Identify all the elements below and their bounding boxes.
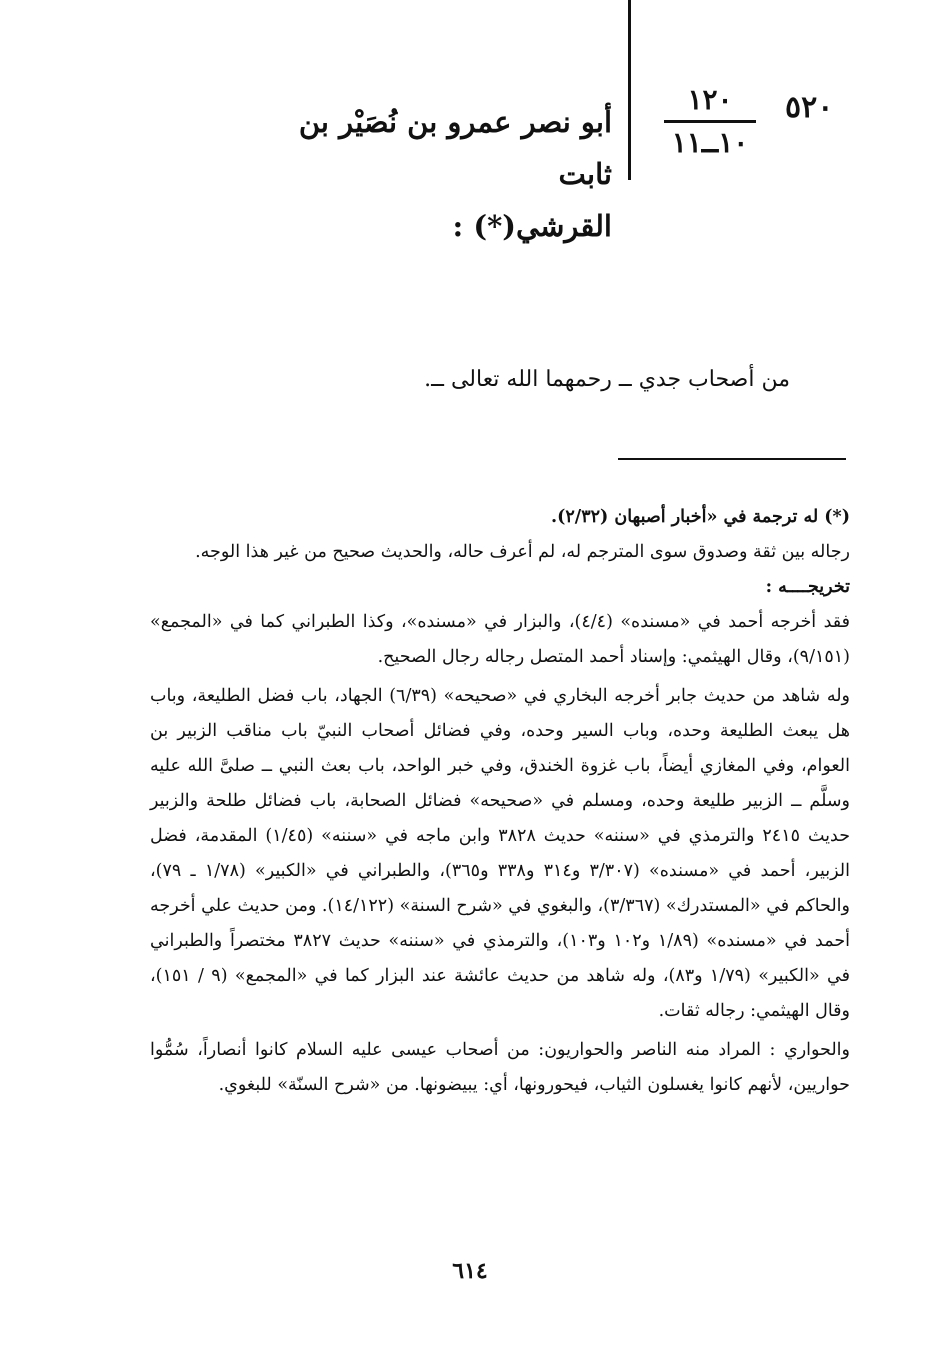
footnote-paragraph-4: والحواري : المراد منه الناصر والحواريون: من أصحاب عيسى عليه السلام كانوا أنصاراً، سُمُّوا حواريين، لأنهم كانوا يغسلون الثياب، فيحورونها، أي: يبيضونها. من «شرح السنّة» للبغوي.: [150, 1040, 850, 1095]
takhrij-heading: تخريجــــه :: [765, 577, 850, 597]
entry-title: [240, 96, 612, 252]
reference-bottom: ١٠ــ١١: [671, 126, 749, 159]
entry-title-line-1: أبو نصر عمرو بن نُصَيْر بن ثابت: [298, 105, 612, 191]
footnotes: [150, 500, 850, 1103]
reference-top: ١٢٠: [687, 83, 733, 116]
entry-number: ٥٢٠: [785, 90, 834, 125]
entry-body-text: من أصحاب جدي ــ رحمهما الله تعالى ــ.: [424, 367, 790, 392]
footnote-marker-line: (*) له ترجمة في «أخبار أصبهان (٢/٣٢).: [551, 507, 850, 527]
header-vertical-rule: [628, 0, 631, 180]
reference-fraction: [660, 82, 760, 161]
footnote-paragraph-2: فقد أخرجه أحمد في «مسنده» (٤/٤)، والبزار في «مسنده»، وكذا الطبراني كما في «المجمع» (٩/١٥١)، وقال الهيثمي: وإسناد أحمد المتصل رجاله رجال الصحيح.: [150, 612, 850, 667]
fraction-rule: [664, 120, 756, 123]
footnote-separator: [618, 458, 846, 460]
page-number: ٦١٤: [452, 1258, 488, 1284]
footnote-paragraph-3: وله شاهد من حديث جابر أخرجه البخاري في «صحيحه» (٦/٣٩) الجهاد، باب فضل الطليعة، وباب هل يبعث الطليعة وحده، وباب السير وحده، وفي فضائل أصحاب النبيّ باب مناقب الزبير بن العوام، وفي المغازي أيضاً، باب غزوة الخندق، وفي خبر الواحد، باب بعث النبي ــ صلىَّ الله عليه وسلَّم ــ الزبير طليعة وحده، ومسلم في «صحيحه» فضائل الصحابة، باب فضائل طلحة والزبير حديث ٢٤١٥ والترمذي في «سننه» حديث ٣٨٢٨ وابن ماجه في «سننه» (١/٤٥) المقدمة، فضل الزبير، أحمد في «مسنده» (٣/٣٠٧ و٣١٤ و٣٣٨ و٣٦٥)، والطبراني في «الكبير» (١/٧٨ ـ ٧٩)، والحاكم في «المستدرك» (٣/٣٦٧)، والبغوي في «شرح السنة» (١٤/١٢٢). ومن حديث علي أخرجه أحمد في «مسنده» (١/٨٩ و١٠٢ و١٠٣)، والترمذي في «سننه» حديث ٣٨٢٧ مختصراً والطبراني في «الكبير» (١/٧٩ و٨٣)، وله شاهد من حديث عائشة عند البزار كما في «المجمع» (٩ / ١٥١)، وقال الهيثمي: رجاله ثقات.: [150, 686, 851, 1021]
footnote-paragraph-1: رجاله بين ثقة وصدوق سوى المترجم له، لم أعرف حاله، والحديث صحيح من غير هذا الوجه.: [195, 542, 850, 562]
entry-title-line-2: القرشي(*) :: [452, 209, 612, 243]
